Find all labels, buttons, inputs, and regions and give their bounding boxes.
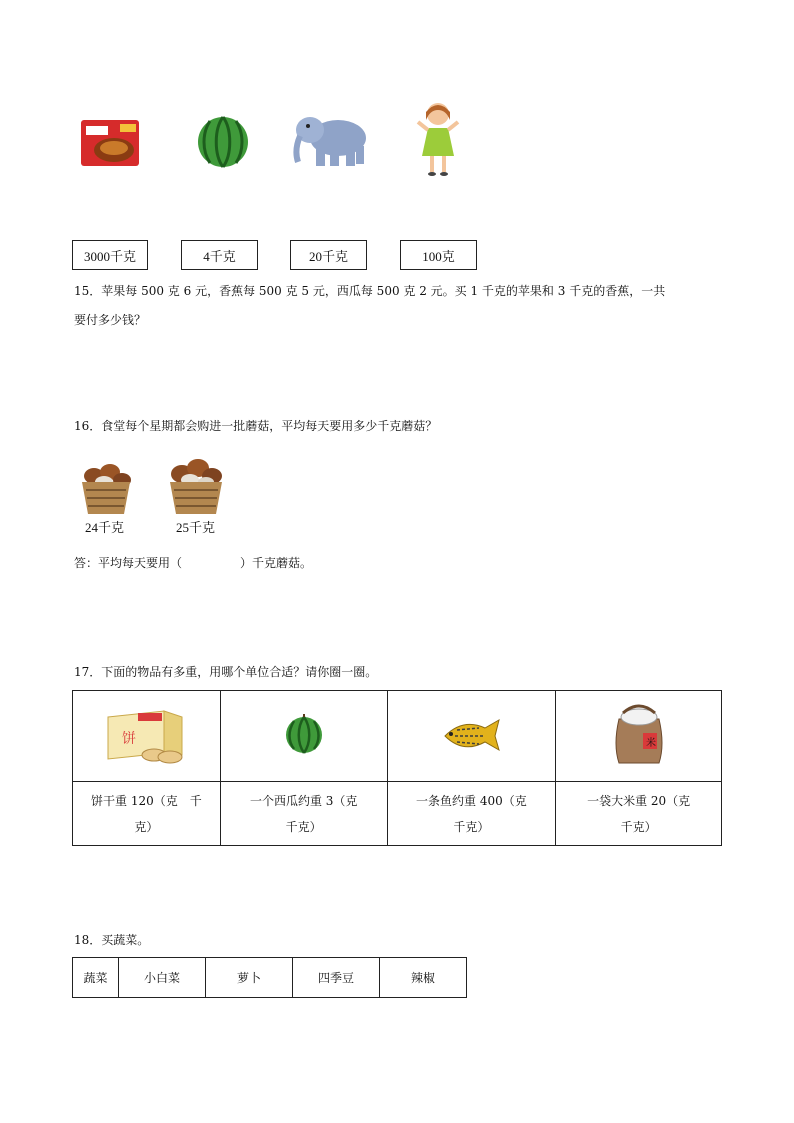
answer-suffix: ）千克蘑菇。 xyxy=(240,556,313,570)
table-cell xyxy=(387,691,556,782)
biscuit-box-label: 饼 xyxy=(122,731,137,747)
question-16-answer xyxy=(74,555,312,571)
mushroom-basket-image xyxy=(166,456,226,518)
mushroom-basket-image xyxy=(78,460,134,518)
table-cell[interactable] xyxy=(220,782,387,846)
weights-table xyxy=(72,690,722,846)
question-16: 16．食堂每个星期都会购进一批蘑菇，平均每天要用多少千克蘑菇？ xyxy=(74,419,438,433)
watermelon-image xyxy=(196,115,250,169)
question-17: 17．下面的物品有多重，用哪个单位合适？请你圈一圈。 xyxy=(74,665,378,679)
rice-sack-image xyxy=(609,701,669,767)
vegetable-table xyxy=(72,957,467,998)
elephant-image xyxy=(292,112,372,168)
table-cell xyxy=(556,691,722,782)
table-cell[interactable] xyxy=(73,782,221,846)
weight-option-box: 100克 xyxy=(400,240,477,270)
table-cell xyxy=(73,691,221,782)
table-cell[interactable] xyxy=(387,782,556,846)
watermelon-image xyxy=(283,713,325,755)
table-header-cell: 小白菜 xyxy=(119,958,206,998)
item-caption: 饼干重 120（克 千克） xyxy=(91,793,202,834)
item-caption: 一袋大米重 20（克 千克） xyxy=(587,793,703,834)
basket-label: 25千克 xyxy=(176,520,216,535)
biscuit-box-image xyxy=(102,703,190,765)
table-cell xyxy=(220,691,387,782)
table-header-cell: 萝卜 xyxy=(206,958,293,998)
question-15-line-1: 15．苹果每 500 克 6 元，香蕉每 500 克 5 元，西瓜每 500 克 2 元。买 1 千克的苹果和 3 千克的香蕉，一共 xyxy=(74,284,666,298)
weight-option-box: 4千克 xyxy=(181,240,258,270)
table-header-cell: 蔬菜 xyxy=(73,958,119,998)
girl-image xyxy=(412,100,464,178)
table-header-cell: 四季豆 xyxy=(293,958,380,998)
question-15-line-2: 要付多少钱？ xyxy=(74,313,147,327)
answer-prefix: 答：平均每天要用（ xyxy=(74,556,183,570)
instant-noodle-pack-image xyxy=(80,118,140,168)
question-18: 18．买蔬菜。 xyxy=(74,933,150,947)
weight-option-box: 20千克 xyxy=(290,240,367,270)
rice-sack-label: 米 xyxy=(645,738,656,749)
weight-option-box: 3000千克 xyxy=(72,240,148,270)
item-caption: 一个西瓜约重 3（克 千克） xyxy=(249,793,370,834)
fish-image xyxy=(439,714,503,754)
item-caption: 一条鱼约重 400（克 千克） xyxy=(416,793,539,834)
table-header-cell: 辣椒 xyxy=(380,958,467,998)
basket-label: 24千克 xyxy=(85,520,125,535)
table-cell[interactable] xyxy=(556,782,722,846)
